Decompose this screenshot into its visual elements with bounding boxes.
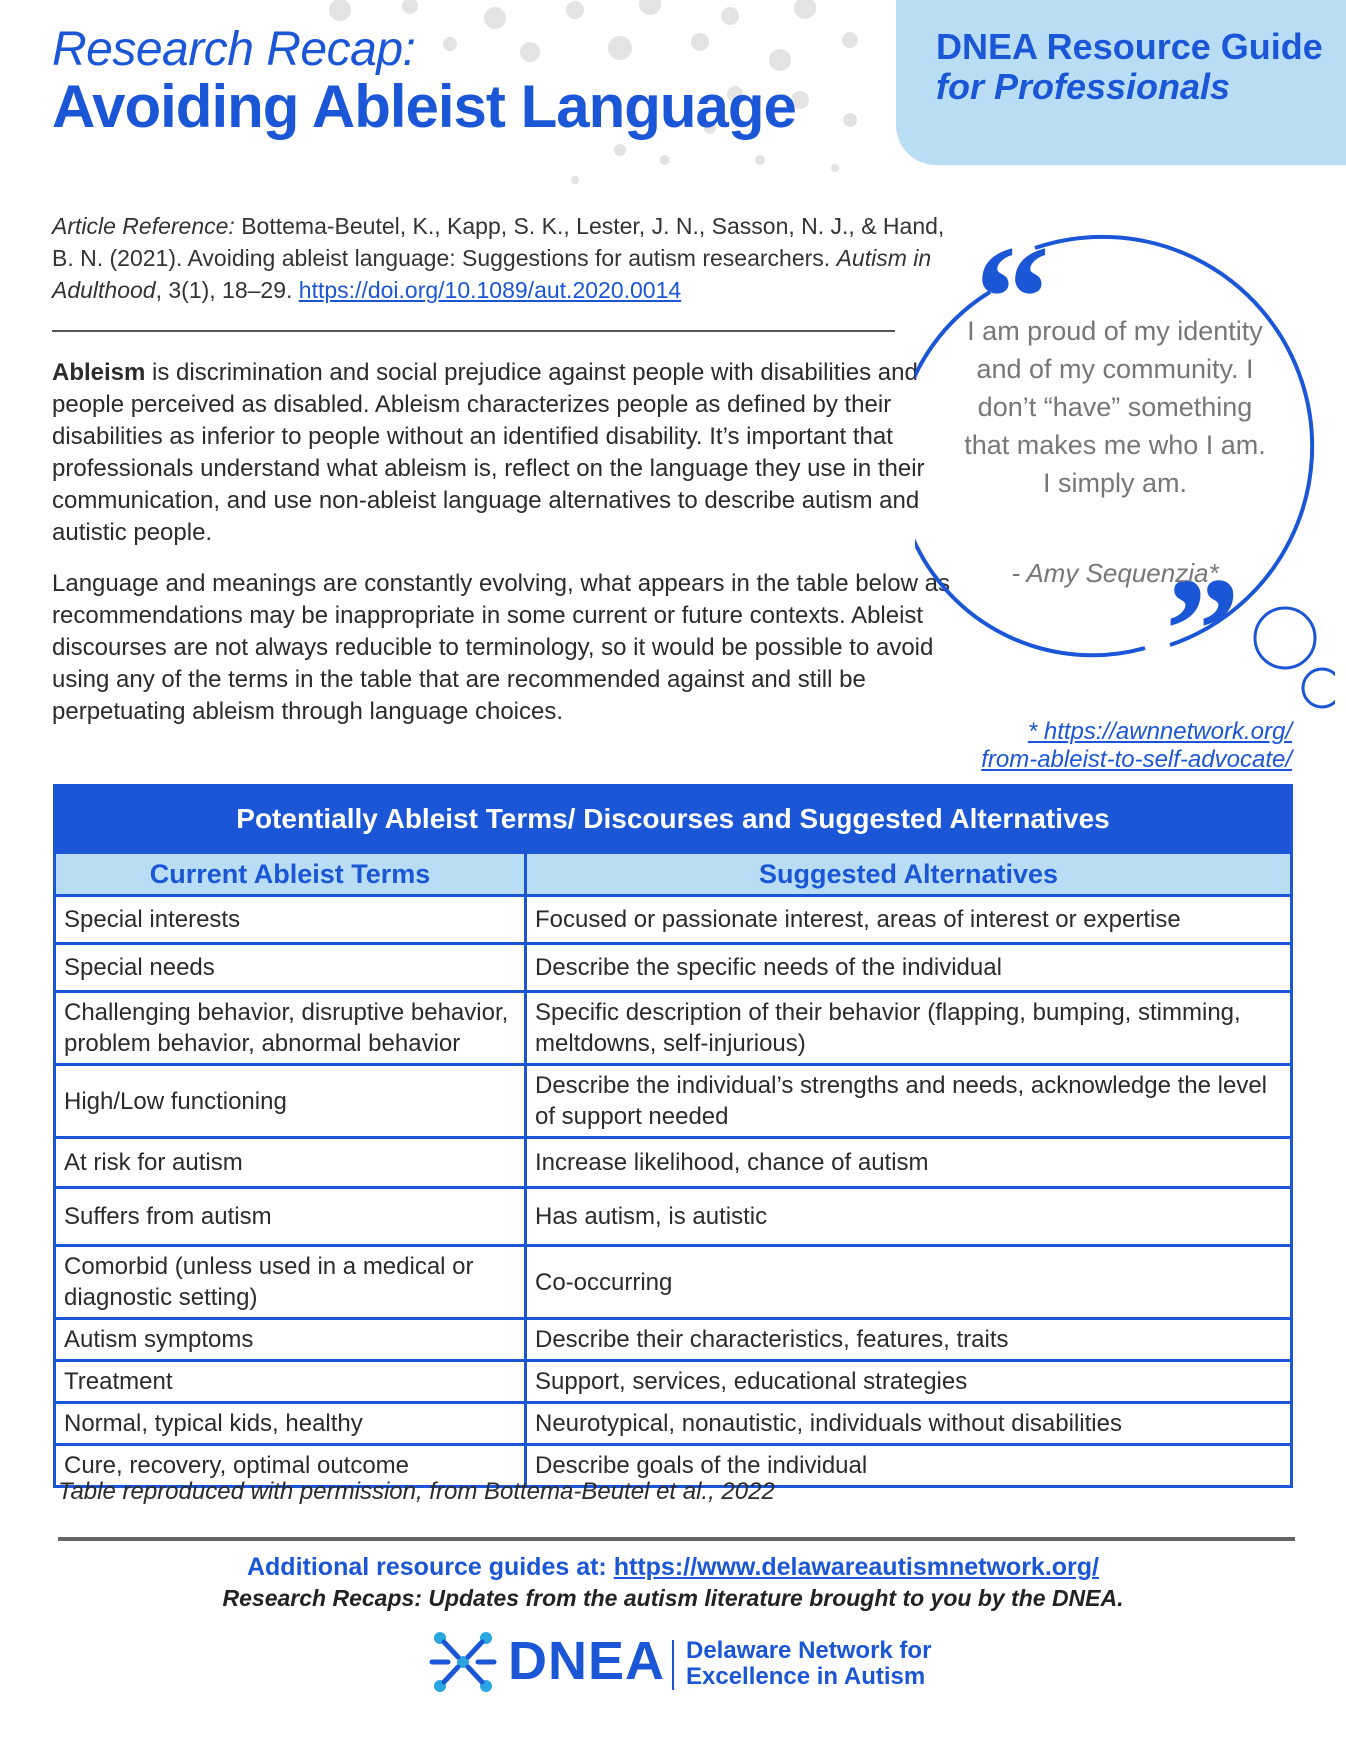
term-cell: Challenging behavior, disruptive behavior, problem behavior, abnormal behavior [55, 992, 526, 1065]
dnea-full-name [686, 1638, 931, 1690]
research-recaps-tagline: Research Recaps: Updates from the autism literature brought to you by the DNEA. [222, 1585, 1124, 1611]
ableism-term: Ableism [52, 359, 146, 386]
additional-label: Additional resource guides at: [246, 1553, 614, 1581]
term-cell: Cure, recovery, optimal outcome [55, 1445, 526, 1487]
quote-author: - Amy Sequenzia* [1011, 558, 1219, 588]
logo-name-line1: Delaware Network for [686, 1637, 932, 1664]
reference-journal: Autism in Adulthood [52, 245, 932, 303]
logo-name-line2: Excellence in Autism [686, 1663, 926, 1690]
page-title-line2: Avoiding Ableist Language [52, 73, 796, 140]
dnea-wordmark: DNEA [508, 1631, 666, 1691]
additional-resources [0, 1553, 1346, 1582]
term-cell: Suffers from autism [55, 1188, 526, 1246]
article-reference [52, 210, 952, 306]
term-cell: Autism symptoms [55, 1319, 526, 1361]
footnote-line1: * https://awnnetwork.org/ [1027, 718, 1292, 745]
table-permission-note: Table reproduced with permission, from Bottema-Beutel et al., 2022 [58, 1478, 775, 1505]
logo-separator [672, 1640, 674, 1690]
resource-guide-banner [896, 0, 1346, 165]
website-link[interactable]: https://www.delawareautismnetwork.org/ [613, 1553, 1099, 1581]
table-row [55, 1361, 1292, 1403]
alternative-cell: Specific description of their behavior (flapping, bumping, stimming, meltdowns, self-injurious) [526, 992, 1292, 1065]
divider [52, 330, 895, 332]
table-row [55, 992, 1292, 1065]
alternative-cell: Increase likelihood, chance of autism [526, 1138, 1292, 1188]
table-row [55, 1246, 1292, 1319]
alternative-cell: Describe their characteristics, features, traits [526, 1319, 1292, 1361]
table-row [55, 1138, 1292, 1188]
ableism-definition-text: is discrimination and social prejudice against people with disabilities and people perceived as disabled. Ableism characterizes people as defined by their disabilities as inferior to people without an identified disability. It’s important that professionals understand what ableism is, reflect on the language they use in their communication, and use non-ableist language alternatives to describe autism and autistic people. [52, 359, 925, 546]
quote-source-link[interactable] [900, 718, 1292, 774]
alternative-cell: Neurotypical, nonautistic, individuals without disabilities [526, 1403, 1292, 1445]
dnea-logo-icon [428, 1630, 498, 1694]
quote-text: I am proud of my identity and of my community. I don’t “have” something that makes me who I am. I simply am. [964, 316, 1266, 498]
alternative-cell: Co-occurring [526, 1246, 1292, 1319]
guide-title-line2: for Professionals [936, 66, 1231, 107]
term-cell: Comorbid (unless used in a medical or diagnostic setting) [55, 1246, 526, 1319]
column-header-current-terms: Current Ableist Terms [55, 853, 526, 896]
table-row [55, 1403, 1292, 1445]
reference-authors: Bottema-Beutel, K., Kapp, S. K., Lester, J. N., Sasson, N. J., & Hand, B. N. (2021). Avoiding ableist language: Suggestions for autism researchers. [52, 213, 945, 271]
term-cell: Normal, typical kids, healthy [55, 1403, 526, 1445]
ableism-definition-paragraph [52, 357, 972, 549]
page-title-line1: Research Recap: [52, 23, 416, 76]
footer-divider [58, 1537, 1295, 1541]
alternative-cell: Describe the specific needs of the individual [526, 944, 1292, 992]
close-quote-icon: ” [1165, 547, 1240, 710]
table-row [55, 944, 1292, 992]
ableist-terms-table [53, 784, 1293, 1488]
reference-details: , 3(1), 18–29. [155, 277, 299, 303]
term-cell: High/Low functioning [55, 1065, 526, 1138]
reference-label: Article Reference: [52, 213, 235, 239]
language-evolving-paragraph: Language and meanings are constantly evolving, what appears in the table below as recommendations may be inappropriate in some current or future contexts. Ableist discourses are not always reducible to terminology, so it would be possible to avoid using any of the terms in the table that are recommended against and still be perpetuating ableism through language choices. [52, 570, 950, 725]
alternative-cell: Support, services, educational strategies [526, 1361, 1292, 1403]
guide-title-line1: DNEA Resource Guide [936, 26, 1323, 67]
table-row [55, 896, 1292, 944]
term-cell: Special needs [55, 944, 526, 992]
alternative-cell: Describe the individual’s strengths and needs, acknowledge the level of support needed [526, 1065, 1292, 1138]
footnote-line2: from-ableist-to-self-advocate/ [981, 746, 1292, 773]
table-caption: Potentially Ableist Terms/ Discourses and Suggested Alternatives [55, 786, 1292, 853]
alternative-cell: Focused or passionate interest, areas of interest or expertise [526, 896, 1292, 944]
open-quote-icon: “ [975, 230, 1050, 381]
alternative-cell: Describe goals of the individual [526, 1445, 1292, 1487]
column-header-alternatives: Suggested Alternatives [526, 853, 1292, 896]
term-cell: Treatment [55, 1361, 526, 1403]
doi-link[interactable]: https://doi.org/10.1089/aut.2020.0014 [298, 277, 682, 303]
table-row [55, 1319, 1292, 1361]
table-row [55, 1065, 1292, 1138]
term-cell: Special interests [55, 896, 526, 944]
term-cell: At risk for autism [55, 1138, 526, 1188]
alternative-cell: Has autism, is autistic [526, 1188, 1292, 1246]
table-row [55, 1188, 1292, 1246]
